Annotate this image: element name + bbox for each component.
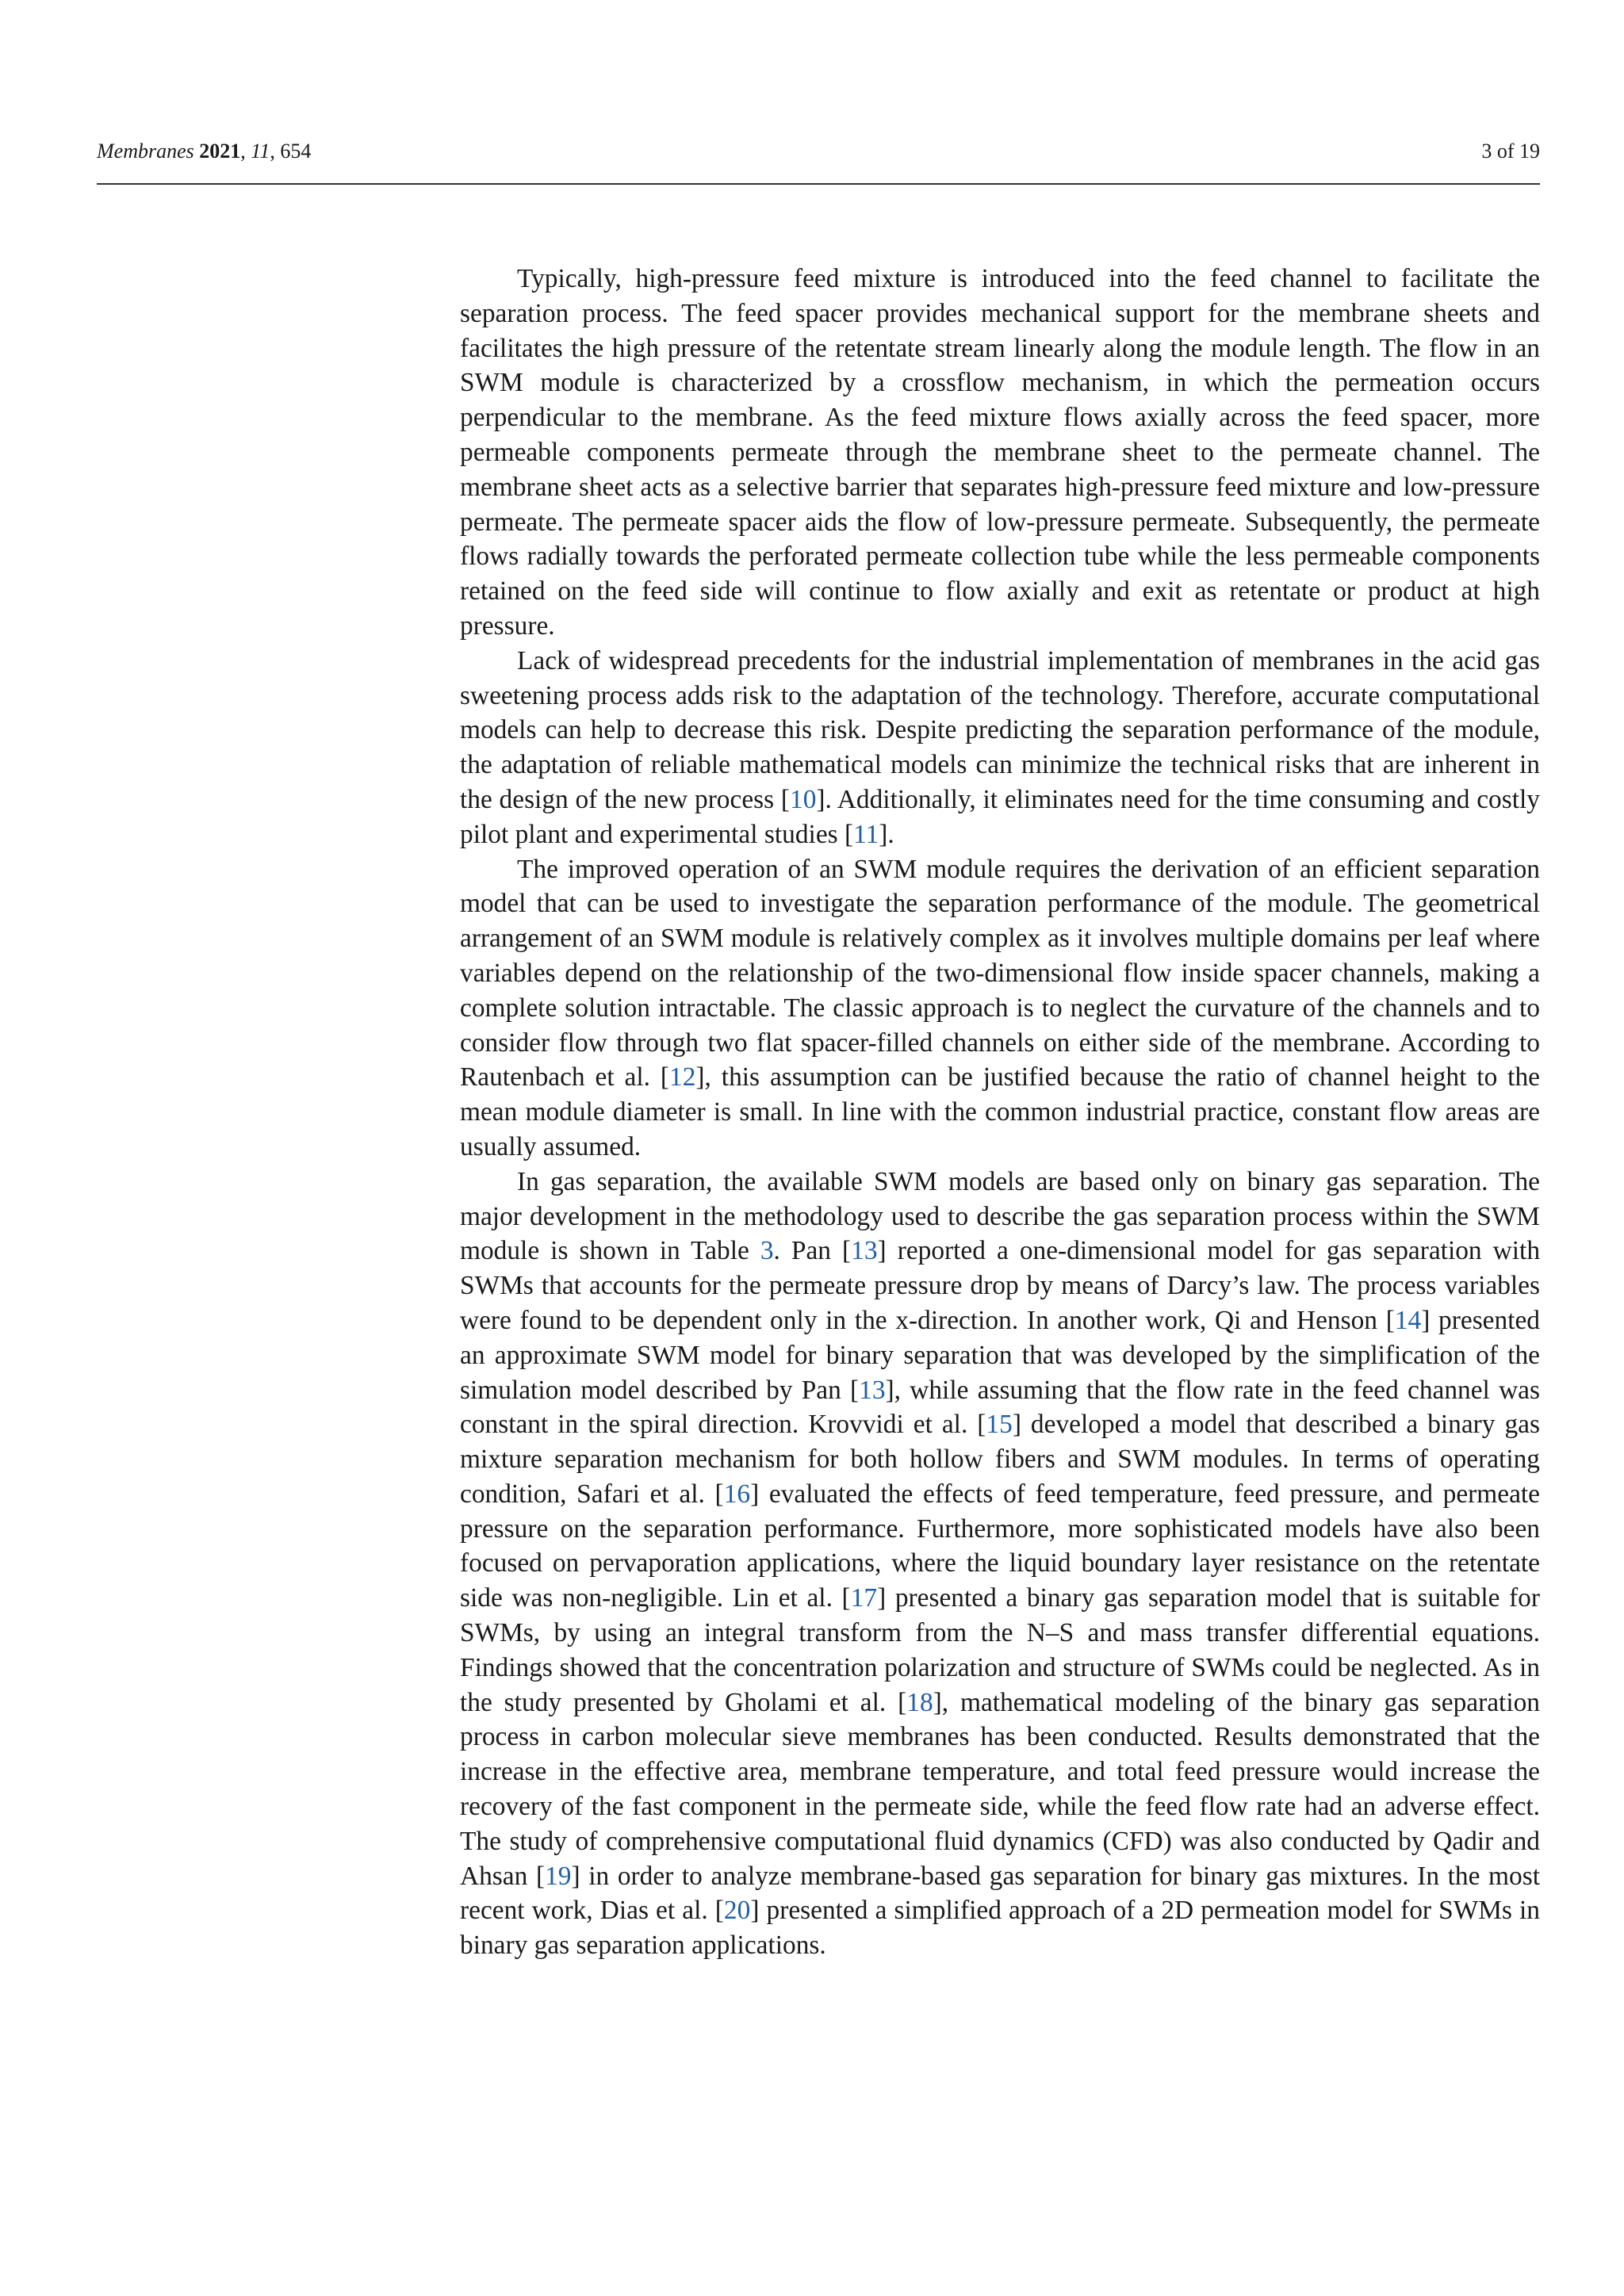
paragraph [460, 644, 1540, 852]
page-number: 3 of 19 [1481, 140, 1540, 163]
journal-citation: Membranes 2021, 11, 654 [97, 140, 312, 163]
journal-name: Membranes [97, 140, 194, 163]
paragraph-text: ] reported a one-dimensional model for gas separation with SWMs that accounts for the permeate pressure drop by means of Darcy’s law. The process variables were found to be dependent only in the x-direction. In another work, Qi and Henson [ [460, 1236, 1541, 1335]
citation-link[interactable]: 15 [986, 1410, 1013, 1440]
paragraph-text: ], mathematical modeling of the binary gas separation process in carbon molecular sieve membranes has been conducted. Results demonstrated that the increase in the effective area, membrane temperature, and total feed pressure would increase the recovery of the fast component in the permeate side, while the feed flow rate had an adverse effect. The study of comprehensive computational fluid dynamics (CFD) was also conducted by Qadir and Ahsan [ [460, 1687, 1540, 1891]
paragraph-text: In gas separation, the available SWM models are based only on binary gas separation. The major development in the methodology used to describe the gas separation process within the SWM module is shown in Table [460, 1166, 1540, 1266]
paragraph-text: ]. Additionally, it eliminates need for the time consuming and costly pilot plant and experimental studies [ [460, 784, 1540, 849]
journal-year: 2021 [199, 140, 241, 163]
paragraph-text: ]. [879, 819, 894, 849]
paragraph [460, 1165, 1540, 1963]
header-rule [97, 183, 1540, 185]
paragraph-text: ] presented a binary gas separation model that is suitable for SWMs, by using an integral transform from the N–S and mass transfer differential equations. Findings showed that the concentration polarization and structure of SWMs could be neglected. As in the study presented by Gholami et al. [ [460, 1583, 1540, 1717]
paragraph-text: ] evaluated the effects of feed temperature, feed pressure, and permeate pressure on the separation performance. Furthermore, more sophisticated models have also been focused on pervaporation applications, where the liquid boundary layer resistance on the retentate side was non-negligible. Lin et al. [ [460, 1479, 1540, 1613]
citation-link[interactable]: 13 [851, 1236, 878, 1266]
citation-link[interactable]: 17 [850, 1583, 878, 1613]
journal-volume: 11 [251, 140, 270, 163]
paragraph-text: ], this assumption can be justified because the ratio of channel height to the mean module diameter is small. In line with the common industrial practice, constant flow areas are usually assumed. [460, 1062, 1540, 1161]
citation-link[interactable]: 10 [790, 784, 817, 814]
paragraph-text: ] in order to analyze membrane-based gas separation for binary gas mixtures. In the most recent work, Dias et al. [ [460, 1861, 1540, 1926]
paragraph [460, 852, 1540, 1165]
paragraph-text: ] presented an approximate SWM model for binary separation that was developed by the simplification of the simulation model described by Pan [ [460, 1305, 1540, 1405]
paragraph-text: ] developed a model that described a binary gas mixture separation mechanism for both hollow fibers and SWM modules. In terms of operating condition, Safari et al. [ [460, 1410, 1540, 1509]
body-text [460, 262, 1540, 1963]
paragraph-text: Typically, high-pressure feed mixture is introduced into the feed channel to facilitate the separation process. The feed spacer provides mechanical support for the membrane sheets and facilitates the high pressure of the retentate stream linearly along the module length. The flow in an SWM module is characterized by a crossflow mechanism, in which the permeation occurs perpendicular to the membrane. As the feed mixture flows axially across the feed spacer, more permeable components permeate through the membrane sheet to the permeate channel. The membrane sheet acts as a selective barrier that separates high-pressure feed mixture and low-pressure permeate. The permeate spacer aids the flow of low-pressure permeate. Subsequently, the permeate flows radially towards the perforated permeate collection tube while the less permeable components retained on the feed side will continue to flow axially and exit as retentate or product at high pressure. [460, 264, 1540, 641]
citation-link[interactable]: 13 [859, 1375, 886, 1405]
paragraph [460, 262, 1540, 644]
citation-link[interactable]: 12 [669, 1062, 696, 1093]
paragraph-text: ], while assuming that the flow rate in the feed channel was constant in the spiral direction. Krovvidi et al. [ [460, 1375, 1540, 1440]
running-header [97, 140, 1540, 179]
paragraph-text: Lack of widespread precedents for the industrial implementation of membranes in the acid gas sweetening process adds risk to the adaptation of the technology. Therefore, accurate computational models can help to decrease this risk. Despite predicting the separation performance of the module, the adaptation of reliable mathematical models can minimize the technical risks that are inherent in the design of the new process [ [460, 645, 1540, 814]
citation-link[interactable]: 18 [906, 1687, 933, 1717]
citation-link[interactable]: 3 [760, 1236, 774, 1266]
citation-link[interactable]: 11 [853, 819, 879, 849]
paragraph-text: . Pan [ [773, 1236, 852, 1266]
citation-link[interactable]: 19 [545, 1861, 572, 1891]
paragraph-text: The improved operation of an SWM module requires the derivation of an efficient separation model that can be used to investigate the separation performance of the module. The geometrical arrangement of an SWM module is relatively complex as it involves multiple domains per leaf where variables depend on the relationship of the two-dimensional flow inside spacer channels, making a complete solution intractable. The classic approach is to neglect the curvature of the channels and to consider flow through two flat spacer-filled channels on either side of the membrane. According to Rautenbach et al. [ [460, 854, 1540, 1093]
article-number: 654 [280, 140, 312, 163]
paragraph-text: ] presented a simplified approach of a 2D permeation model for SWMs in binary gas separation applications. [460, 1896, 1540, 1961]
citation-link[interactable]: 20 [723, 1896, 751, 1926]
citation-link[interactable]: 14 [1394, 1305, 1422, 1335]
citation-link[interactable]: 16 [723, 1479, 751, 1509]
